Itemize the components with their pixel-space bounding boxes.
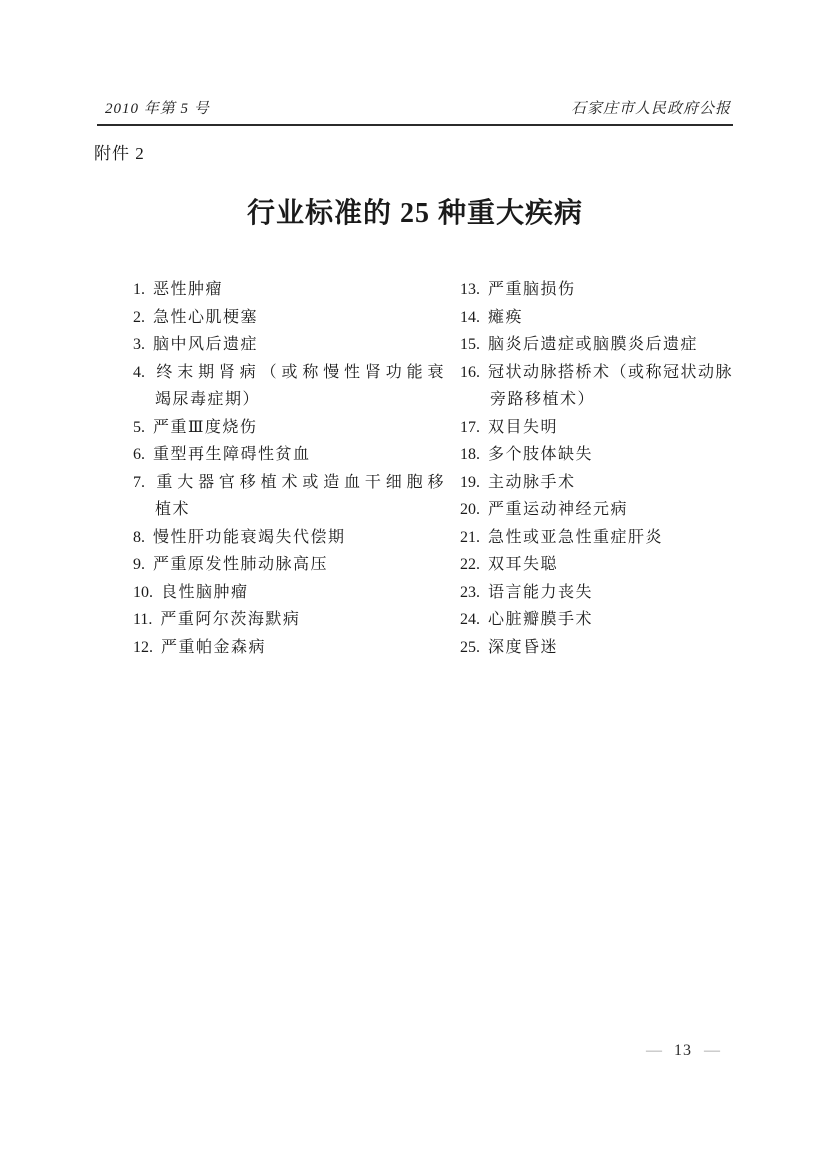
item-text: 主动脉手术 [488,473,576,491]
list-item [133,579,445,607]
item-text-continuation: 旁路移植术） [490,391,596,408]
item-text: 严重原发性肺动脉高压 [153,556,329,573]
item-number: 19. [460,473,480,491]
item-text: 严重脑损伤 [488,281,576,298]
item-text: 恶性肿瘤 [153,281,224,298]
page-number: 13 [674,1042,692,1059]
header-publication-name: 石家庄市人民政府公报 [570,101,731,117]
page-content [94,0,734,661]
list-item [133,606,445,634]
item-number: 9. [133,556,145,573]
footer-dash-left: — [646,1042,662,1059]
disease-list [97,276,733,661]
list-item [133,524,445,552]
list-item [460,606,733,634]
item-number: 6. [133,446,145,463]
list-item [133,414,445,442]
list-item [133,469,445,524]
item-text: 重型再生障碍性贫血 [153,446,311,463]
disease-list-right-column [460,276,733,661]
item-text: 严重运动神经元病 [488,501,629,518]
item-text: 语言能力丧失 [488,583,594,601]
item-text: 心脏瓣膜手术 [488,611,594,628]
item-text: 严重阿尔茨海默病 [160,611,301,628]
item-number: 25. [460,638,480,656]
item-number: 5. [133,418,145,436]
item-text: 急性心肌梗塞 [153,308,259,326]
header-issue-number: 2010 年第 5 号 [105,101,210,117]
item-text-continuation: 植术 [155,501,191,518]
attachment-label: 附件 2 [94,144,145,163]
item-text: 瘫痪 [488,308,524,326]
page-title: 行业标准的 25 种重大疾病 [246,198,583,229]
list-item [133,551,445,579]
list-item [460,579,733,607]
list-item [460,359,733,414]
item-number: 12. [133,638,153,656]
list-item [133,276,445,304]
list-item [460,551,733,579]
item-text: 脑中风后遗症 [153,336,259,353]
list-item [460,414,733,442]
list-item [133,304,445,332]
list-item [460,441,733,469]
item-text: 双耳失聪 [488,556,559,573]
list-item [460,276,733,304]
page-footer [646,1042,720,1060]
item-number: 4. [133,363,145,381]
item-number: 23. [460,583,480,601]
item-text: 严重Ⅲ度烧伤 [153,418,258,436]
item-number: 17. [460,418,480,436]
item-number: 7. [133,473,145,491]
item-number: 16. [460,363,480,381]
item-text: 深度昏迷 [488,638,559,656]
list-item [133,634,445,662]
item-number: 14. [460,308,480,326]
list-item [460,469,733,497]
item-text: 重大器官移植术或造血干细胞移 [153,473,445,491]
item-number: 20. [460,501,480,518]
item-number: 18. [460,446,480,463]
item-number: 22. [460,556,480,573]
list-item [133,441,445,469]
list-item [460,496,733,524]
item-number: 24. [460,611,480,628]
list-item [460,634,733,662]
item-text: 急性或亚急性重症肝炎 [488,528,664,546]
page-header [97,0,733,126]
item-text: 慢性肝功能衰竭失代偿期 [153,528,346,546]
disease-list-left-column [133,276,445,661]
item-text: 严重帕金森病 [161,638,267,656]
list-item [133,359,445,414]
item-text: 脑炎后遗症或脑膜炎后遗症 [488,336,699,353]
item-text: 冠状动脉搭桥术（或称冠状动脉 [488,363,734,381]
item-number: 21. [460,528,480,546]
list-item [133,331,445,359]
item-number: 11. [133,611,153,628]
footer-dash-right: — [704,1042,720,1059]
item-text: 双目失明 [488,418,559,436]
item-number: 15. [460,336,480,353]
item-number: 3. [133,336,145,353]
list-item [460,304,733,332]
item-number: 13. [460,281,480,298]
item-text: 良性脑肿瘤 [161,583,249,601]
item-number: 10. [133,583,153,601]
item-text: 终末期肾病（或称慢性肾功能衰 [153,363,445,381]
item-number: 8. [133,528,145,546]
item-text-continuation: 竭尿毒症期） [155,391,261,408]
list-item [460,331,733,359]
list-item [460,524,733,552]
item-number: 2. [133,308,145,326]
item-number: 1. [133,281,145,298]
item-text: 多个肢体缺失 [488,446,594,463]
